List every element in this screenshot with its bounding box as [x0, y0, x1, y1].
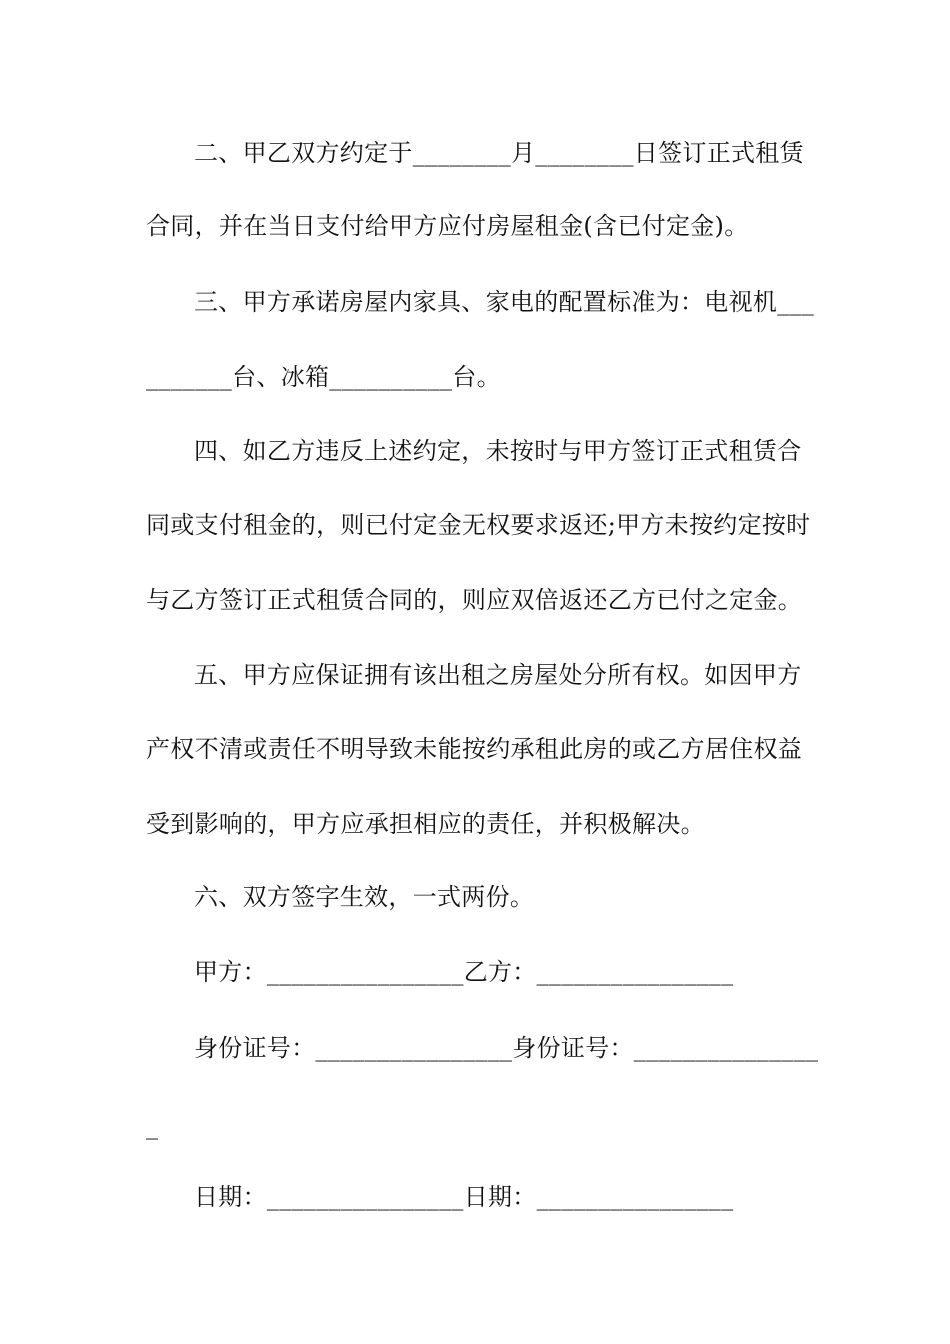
clause-5-line-3: 受到影响的，甲方应承担相应的责任，并积极解决。 — [146, 810, 705, 838]
signature-id-line: 身份证号：________________身份证号：_______________ — [194, 1034, 819, 1062]
clause-3-line-1: 三、甲方承诺房屋内家具、家电的配置标准为：电视机___ — [194, 288, 815, 316]
clause-6-line-1: 六、双方签字生效，一式两份。 — [194, 883, 535, 911]
clause-5-line-1: 五、甲方应保证拥有该出租之房屋处分所有权。如因甲方 — [194, 661, 802, 689]
clause-4-line-1: 四、如乙方违反上述约定，未按时与甲方签订正式租赁合 — [194, 437, 802, 465]
clause-4-line-3: 与乙方签订正式租赁合同的，则应双倍返还乙方已付之定金。 — [146, 586, 803, 614]
clause-4-line-2: 同或支付租金的，则已付定金无权要求返还;甲方未按约定按时 — [146, 511, 811, 539]
signature-party-line: 甲方：________________乙方：________________ — [194, 958, 734, 986]
clause-2-line-1: 二、甲乙双方约定于________月________日签订正式租赁 — [194, 139, 804, 167]
signature-date-line: 日期：________________日期：________________ — [194, 1183, 734, 1211]
clause-2-line-2: 合同，并在当日支付给甲方应付房屋租金(含已付定金)。 — [146, 212, 749, 240]
signature-id-overflow: _ — [146, 1112, 159, 1140]
clause-5-line-2: 产权不清或责任不明导致未能按约承租此房的或乙方居住权益 — [146, 735, 803, 763]
clause-3-line-2: _______台、冰箱__________台。 — [146, 363, 501, 391]
